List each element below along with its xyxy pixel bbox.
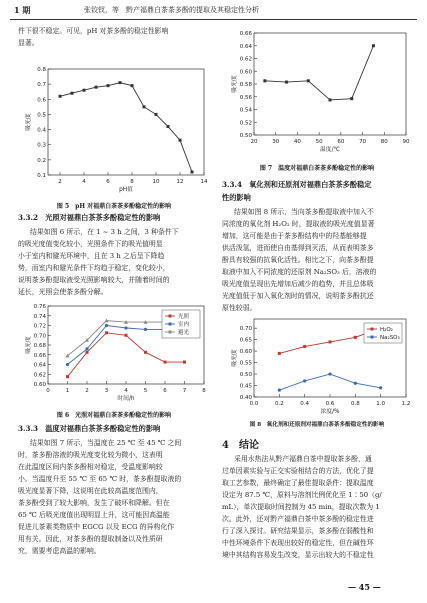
section-3-3-3-body — [18, 437, 214, 557]
section-3-3-4-title-cont: 性的影响 — [222, 193, 251, 202]
y-tick-label: 0.4 — [37, 127, 46, 134]
y-tick-label: 0.6 — [37, 97, 46, 104]
data-point — [155, 113, 158, 116]
y-tick-label: 0.70 — [33, 333, 46, 340]
x-axis-label: 温度/℃ — [319, 147, 341, 153]
y-tick-label: 0.72 — [33, 323, 46, 330]
y-tick-label: 0.56 — [239, 94, 252, 101]
text-line: 说明茶多酚提取液受光照影响较大，并随着时间的 — [18, 276, 170, 284]
series-line — [68, 333, 185, 377]
data-point — [105, 331, 108, 334]
section-3-3-4-body — [222, 206, 418, 314]
text-line: 小。当温度升至 55 ℃ 至 65 ℃ 时，茶多酚提取液的 — [18, 475, 182, 483]
text-line: 吸光度显著下降，这说明在此较高温度范围内， — [18, 487, 163, 495]
x-tick-label: 1.0 — [376, 401, 386, 407]
data-point — [278, 389, 281, 392]
text-line: 显著。 — [18, 39, 39, 47]
legend-label: 室内 — [178, 322, 190, 328]
figure-7-caption: 图 7 温度对福鼎白茶茶多酚稳定性的影响 — [259, 165, 375, 172]
x-tick-label: 0 — [46, 388, 50, 394]
y-tick-label: 0.45 — [239, 383, 252, 390]
y-tick-label: 0.62 — [33, 372, 46, 379]
text-line: 次。此外，还对黔产福鼎白茶中茶多酚的稳定性进 — [222, 515, 374, 523]
text-line: 结果如图 8 所示，当向茶多酚提取液中加入不 — [234, 208, 374, 216]
data-point — [164, 361, 167, 364]
data-point — [86, 351, 89, 354]
data-point — [183, 361, 186, 364]
x-tick-label: 0.8 — [350, 401, 360, 407]
x-tick-label: 1.2 — [401, 401, 411, 407]
text-line: 茶多酚受到了较大影响，发生了破坏和降解。但在 — [18, 499, 170, 507]
data-point — [66, 375, 69, 378]
x-tick-label: 12 — [176, 179, 184, 185]
y-tick-label: 0.64 — [33, 362, 46, 369]
text-line: 究，需要考虑高温的影响。 — [18, 547, 101, 555]
data-point — [95, 86, 98, 89]
y-tick-label: 0.50 — [239, 372, 252, 379]
section-4-title: 4 结论 — [222, 440, 259, 451]
data-point — [71, 92, 74, 95]
data-point — [119, 81, 122, 84]
legend-label: H₂O₂ — [380, 327, 393, 333]
data-point — [131, 84, 134, 87]
text-line: 吸光度值呈现出先增加后减少的趋势，并且总体吸 — [222, 280, 374, 288]
x-tick-label: 0.0 — [249, 401, 259, 407]
section-3-3-2-body — [18, 226, 214, 298]
legend-marker — [371, 328, 374, 331]
x-axis-label: 时间/h — [117, 396, 135, 402]
y-axis-label: 吸光度 — [232, 75, 238, 93]
figure-7-temperature-chart — [222, 27, 412, 159]
data-point — [143, 105, 146, 108]
text-line: 势，而室内和避光条件下均趋于稳定，变化较小， — [18, 264, 170, 272]
y-tick-label: 0.74 — [33, 313, 46, 320]
figure-6-light-chart — [18, 302, 210, 406]
x-tick-label: 2 — [58, 179, 62, 185]
header-rule — [10, 19, 417, 20]
section-3-3-2-title: 3.3.2 光照对福鼎白茶茶多酚稳定性的影响 — [18, 213, 161, 222]
legend-label: 避光 — [178, 330, 190, 336]
data-point — [144, 328, 147, 331]
y-tick-label: 0.70 — [239, 326, 252, 333]
y-tick-label: 0.64 — [239, 43, 252, 50]
issue-number: 1 期 — [14, 5, 31, 15]
x-tick-label: 90 — [402, 139, 410, 145]
y-axis-label: 吸光度 — [232, 349, 238, 367]
text-line: 设定为 87.5 ℃，原料与溶剂比例优化至 1∶50（g/ — [222, 491, 382, 499]
data-point — [125, 334, 128, 337]
plot-frame — [48, 69, 204, 175]
figure-5-ph-chart — [18, 63, 210, 199]
data-point — [66, 363, 69, 366]
y-tick-label: 0.55 — [239, 360, 252, 367]
text-line: 延长，光照会使茶多酚分解。 — [18, 288, 108, 296]
figure-8-oxidant-reductant-chart — [222, 315, 412, 419]
running-header — [0, 0, 427, 22]
text-line: 过单因素实验与正交实验相结合的方法，优化了提 — [222, 467, 374, 475]
series-line — [279, 374, 380, 390]
data-point — [144, 351, 147, 354]
running-title: 张铰钗，等 黔产福鼎白茶茶多酚的提取及其稳定性分析 — [84, 6, 259, 14]
data-point — [379, 386, 382, 389]
data-point — [329, 98, 332, 101]
x-tick-label: 50 — [315, 139, 323, 145]
text-line: 增加，这可能是由于茶多酚结构中的羟基能够提 — [222, 232, 367, 240]
text-line: 结果如图 7 所示，当温度在 25 ℃ 至 45 ℃ 之间 — [30, 439, 182, 447]
legend-marker — [371, 336, 374, 339]
x-tick-label: 2 — [85, 388, 89, 394]
data-point — [354, 382, 357, 385]
text-line: 供活泼氢，进而使自由基得到灭活，从而表明茶多 — [222, 244, 374, 252]
text-line: 在此温度区间内茶多酚相对稳定，受温度影响较 — [18, 463, 163, 471]
y-tick-label: 0.54 — [239, 107, 252, 114]
data-point — [59, 95, 62, 98]
x-axis-label: pH值 — [119, 187, 133, 193]
text-line: 原性较弱。 — [222, 304, 257, 312]
x-tick-label: 7 — [182, 388, 187, 394]
plot-frame — [254, 33, 406, 135]
text-line: 采用水热法从黔产福鼎白茶中提取茶多酚，通 — [234, 455, 372, 463]
text-line: 65 ℃ 后吸光度值出现明显上升，这可能因高温能 — [18, 511, 170, 519]
series-line — [60, 83, 192, 172]
series-line — [265, 46, 374, 100]
y-tick-label: 0.60 — [239, 349, 252, 356]
text-line: 境中其结构容易发生改变，显示出较大的不稳定性 — [222, 551, 374, 559]
x-tick-label: 70 — [359, 139, 367, 145]
y-tick-label: 0.66 — [239, 31, 252, 37]
text-line: 酚具有较强的抗氧化活性。相比之下，向茶多酚提 — [222, 256, 374, 264]
legend-marker — [169, 331, 172, 334]
data-point — [191, 170, 194, 173]
y-axis-label: 吸光度 — [26, 113, 32, 131]
data-point — [167, 125, 170, 128]
x-tick-label: 80 — [380, 139, 388, 145]
legend-marker — [169, 315, 172, 318]
y-tick-label: 0.66 — [33, 352, 46, 359]
legend-marker — [169, 323, 172, 326]
section-3-3-4-title: 3.3.4 氧化剂和还原剂对福鼎白茶茶多酚稳定 — [222, 180, 372, 189]
text-line: 用有关。因此，对茶多酚的提取制备以及性质研 — [18, 535, 163, 543]
x-tick-label: 4 — [124, 388, 128, 394]
data-point — [105, 324, 108, 327]
y-tick-label: 0.62 — [239, 56, 252, 63]
data-point — [285, 81, 288, 84]
section-4-body — [222, 453, 418, 561]
data-point — [124, 326, 127, 329]
figure-6-caption: 图 6 光照对福鼎白茶茶多酚稳定性的影响 — [56, 412, 172, 419]
text-line: 小于室内和避光环境中，且在 3 h 之后呈下降趋 — [18, 252, 165, 260]
x-tick-label: 60 — [337, 139, 345, 145]
text-line: 时，茶多酚溶液的吸光度变化较为微小，这表明 — [18, 451, 163, 459]
data-point — [307, 79, 310, 82]
x-tick-label: 14 — [200, 179, 208, 185]
data-point — [263, 79, 266, 82]
data-point — [372, 44, 375, 47]
y-tick-label: 0.3 — [37, 142, 46, 149]
text-line: 取液中加入不同浓度的还原剂 Na₂SO₃ 后，溶液的 — [222, 268, 377, 276]
x-axis-label: 浓度/% — [320, 409, 340, 415]
x-tick-label: 4 — [82, 179, 86, 185]
text-line: 结果如图 6 所示，在 1 ~ 3 h 之间，3 种条件下 — [30, 228, 179, 236]
y-tick-label: 0.1 — [37, 173, 46, 179]
page-number: — 45 — — [348, 582, 381, 592]
figure-8-caption: 图 8 氧化剂和还原剂对福鼎白茶茶多酚稳定性的影响 — [249, 422, 385, 428]
paragraph-ph-conclusion — [18, 25, 214, 49]
data-point — [107, 84, 110, 87]
y-tick-label: 0.60 — [33, 382, 46, 388]
y-tick-label: 0.65 — [239, 337, 252, 344]
x-tick-label: 8 — [130, 179, 134, 185]
y-tick-label: 0.40 — [239, 395, 252, 401]
text-line: 取工艺参数，最终确定了最佳提取条件：提取温度 — [222, 479, 374, 487]
data-point — [85, 347, 88, 350]
data-point — [179, 139, 182, 142]
text-line: 行了深入探讨。研究结果显示，茶多酚在弱酸性和 — [222, 527, 374, 535]
x-tick-label: 10 — [152, 179, 160, 185]
data-point — [350, 97, 353, 100]
x-tick-label: 40 — [293, 139, 301, 145]
x-tick-label: 20 — [250, 139, 258, 145]
data-point — [303, 379, 306, 382]
x-tick-label: 8 — [202, 388, 206, 394]
text-line: mL），单次提取时间控制为 45 min，提取次数为 1 — [222, 503, 380, 511]
x-tick-label: 6 — [106, 179, 110, 185]
x-tick-label: 0.6 — [325, 401, 335, 407]
text-line: 同浓度的氧化剂 H₂O₂ 时，提取液的吸光度值显著 — [222, 220, 375, 228]
x-tick-label: 6 — [163, 388, 167, 394]
x-tick-label: 30 — [272, 139, 280, 145]
figure-5-caption: 图 5 pH 对福鼎白茶茶多酚稳定性的影响 — [56, 203, 172, 210]
data-point — [278, 352, 281, 355]
y-tick-label: 0.5 — [37, 112, 46, 119]
y-tick-label: 0.58 — [239, 82, 252, 88]
y-tick-label: 0.68 — [33, 343, 46, 349]
text-line: 件下很不稳定。可见，pH 对茶多酚的稳定性影响 — [18, 27, 169, 35]
data-point — [83, 89, 86, 92]
x-tick-label: 0.4 — [300, 401, 310, 407]
data-point — [329, 340, 332, 343]
y-tick-label: 0.2 — [37, 157, 46, 164]
text-line: 促进儿茶素类物质中 EGCG 以及 ECG 的异构化作 — [18, 523, 175, 531]
y-tick-label: 0.7 — [37, 82, 46, 89]
x-tick-label: 0.2 — [274, 401, 284, 407]
x-tick-label: 3 — [104, 388, 109, 394]
data-point — [328, 372, 331, 375]
y-axis-label: 吸光度 — [26, 336, 32, 354]
text-line: 光度值低于加入氧化剂时的情况，说明茶多酚抗还 — [222, 292, 374, 300]
legend-label: 光照 — [178, 314, 190, 320]
x-tick-label: 1 — [65, 388, 70, 394]
y-tick-label: 0.8 — [37, 67, 46, 73]
y-tick-label: 0.76 — [33, 304, 46, 310]
legend-label: Na₂SO₃ — [380, 335, 400, 341]
text-line: 中性环境条件下表现出较好的稳定性，但在碱性环 — [222, 539, 374, 547]
y-tick-label: 0.52 — [239, 120, 252, 127]
x-tick-label: 5 — [143, 388, 148, 394]
y-tick-label: 0.60 — [239, 69, 252, 76]
data-point — [354, 336, 357, 339]
y-tick-label: 0.50 — [239, 133, 252, 139]
text-line: 的吸光度值变化较小，光照条件下的吸光值明显 — [18, 240, 163, 248]
section-3-3-3-title: 3.3.3 温度对福鼎白茶茶多酚稳定性的影响 — [18, 424, 161, 433]
data-point — [303, 345, 306, 348]
